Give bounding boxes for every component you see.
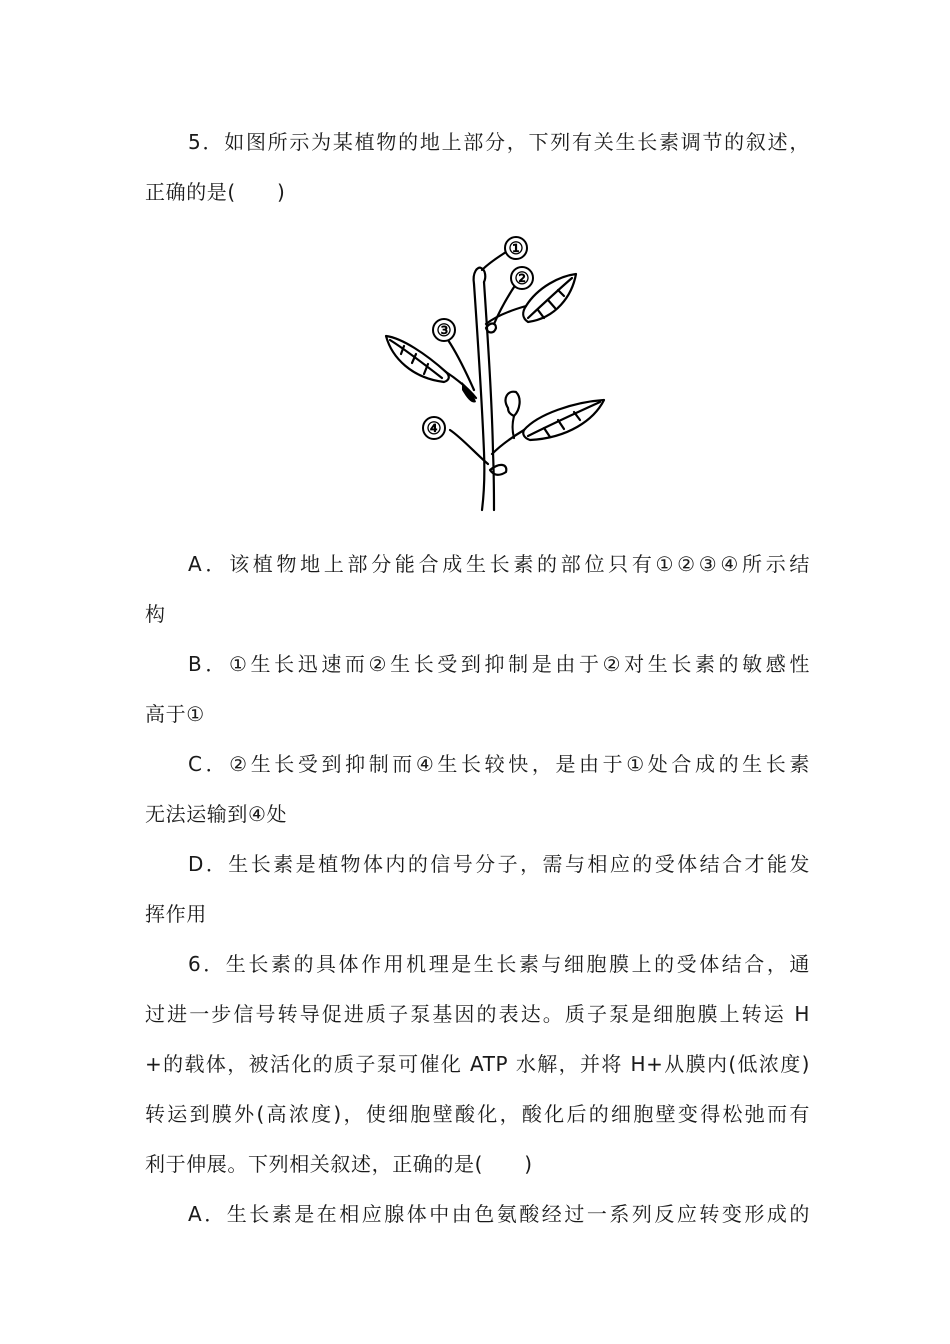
lower-bud-leaf	[506, 392, 520, 416]
q6-stem-line-4: 转运到膜外(高浓度)，使细胞壁酸化，酸化后的细胞壁变得松弛而有	[145, 1102, 810, 1126]
q5-option-a-line-2: 构	[145, 602, 166, 626]
main-stem-right-edge	[484, 282, 494, 510]
q5-option-d-line-1: D．生长素是植物体内的信号分子，需与相应的受体结合才能发	[188, 852, 810, 876]
q5-option-d-line-2: 挥作用	[145, 902, 207, 926]
figure-label-3	[433, 319, 455, 341]
q5-option-b-line-2: 高于①	[145, 702, 205, 726]
figure-label-1	[505, 237, 527, 259]
q6-option-a-line-1: A．生长素是在相应腺体中由色氨酸经过一系列反应转变形成的	[188, 1202, 810, 1226]
svg-text:①: ①	[508, 239, 524, 259]
plant-figure	[378, 232, 610, 514]
q6-stem-line-2: 过进一步信号转导促进质子泵基因的表达。质子泵是细胞膜上转运 H	[145, 1002, 810, 1026]
figure-label-4	[423, 417, 445, 439]
q5-option-a-line-1: A．该植物地上部分能合成生长素的部位只有①②③④所示结	[188, 552, 810, 576]
lateral-bud-3	[462, 382, 476, 403]
q5-option-c-line-2: 无法运输到④处	[145, 802, 288, 826]
q5-stem-line-1: 5．如图所示为某植物的地上部分，下列有关生长素调节的叙述，	[188, 130, 810, 154]
q6-stem-line-1: 6．生长素的具体作用机理是生长素与细胞膜上的受体结合，通	[188, 952, 810, 976]
q5-stem-line-2: 正确的是( )	[145, 180, 286, 204]
upper-right-petiole	[486, 306, 526, 324]
figure-label-2	[511, 267, 533, 289]
lower-right-branch	[492, 430, 524, 454]
q6-stem-line-5: 利于伸展。下列相关叙述，正确的是( )	[145, 1152, 533, 1176]
leader-2	[494, 284, 516, 324]
leader-1	[482, 252, 506, 270]
svg-text:③: ③	[436, 321, 452, 341]
q5-option-c-line-1: C．②生长受到抑制而④生长较快，是由于①处合成的生长素	[188, 752, 810, 776]
q5-option-b-line-1: B．①生长迅速而②生长受到抑制是由于②对生长素的敏感性	[188, 652, 810, 676]
svg-text:②: ②	[514, 269, 530, 289]
svg-text:④: ④	[426, 419, 442, 439]
lower-bud-petiole	[513, 416, 515, 438]
apical-bud	[474, 268, 486, 284]
q6-stem-line-3: +的载体，被活化的质子泵可催化 ATP 水解，并将 H+从膜内(低浓度)	[145, 1052, 810, 1076]
